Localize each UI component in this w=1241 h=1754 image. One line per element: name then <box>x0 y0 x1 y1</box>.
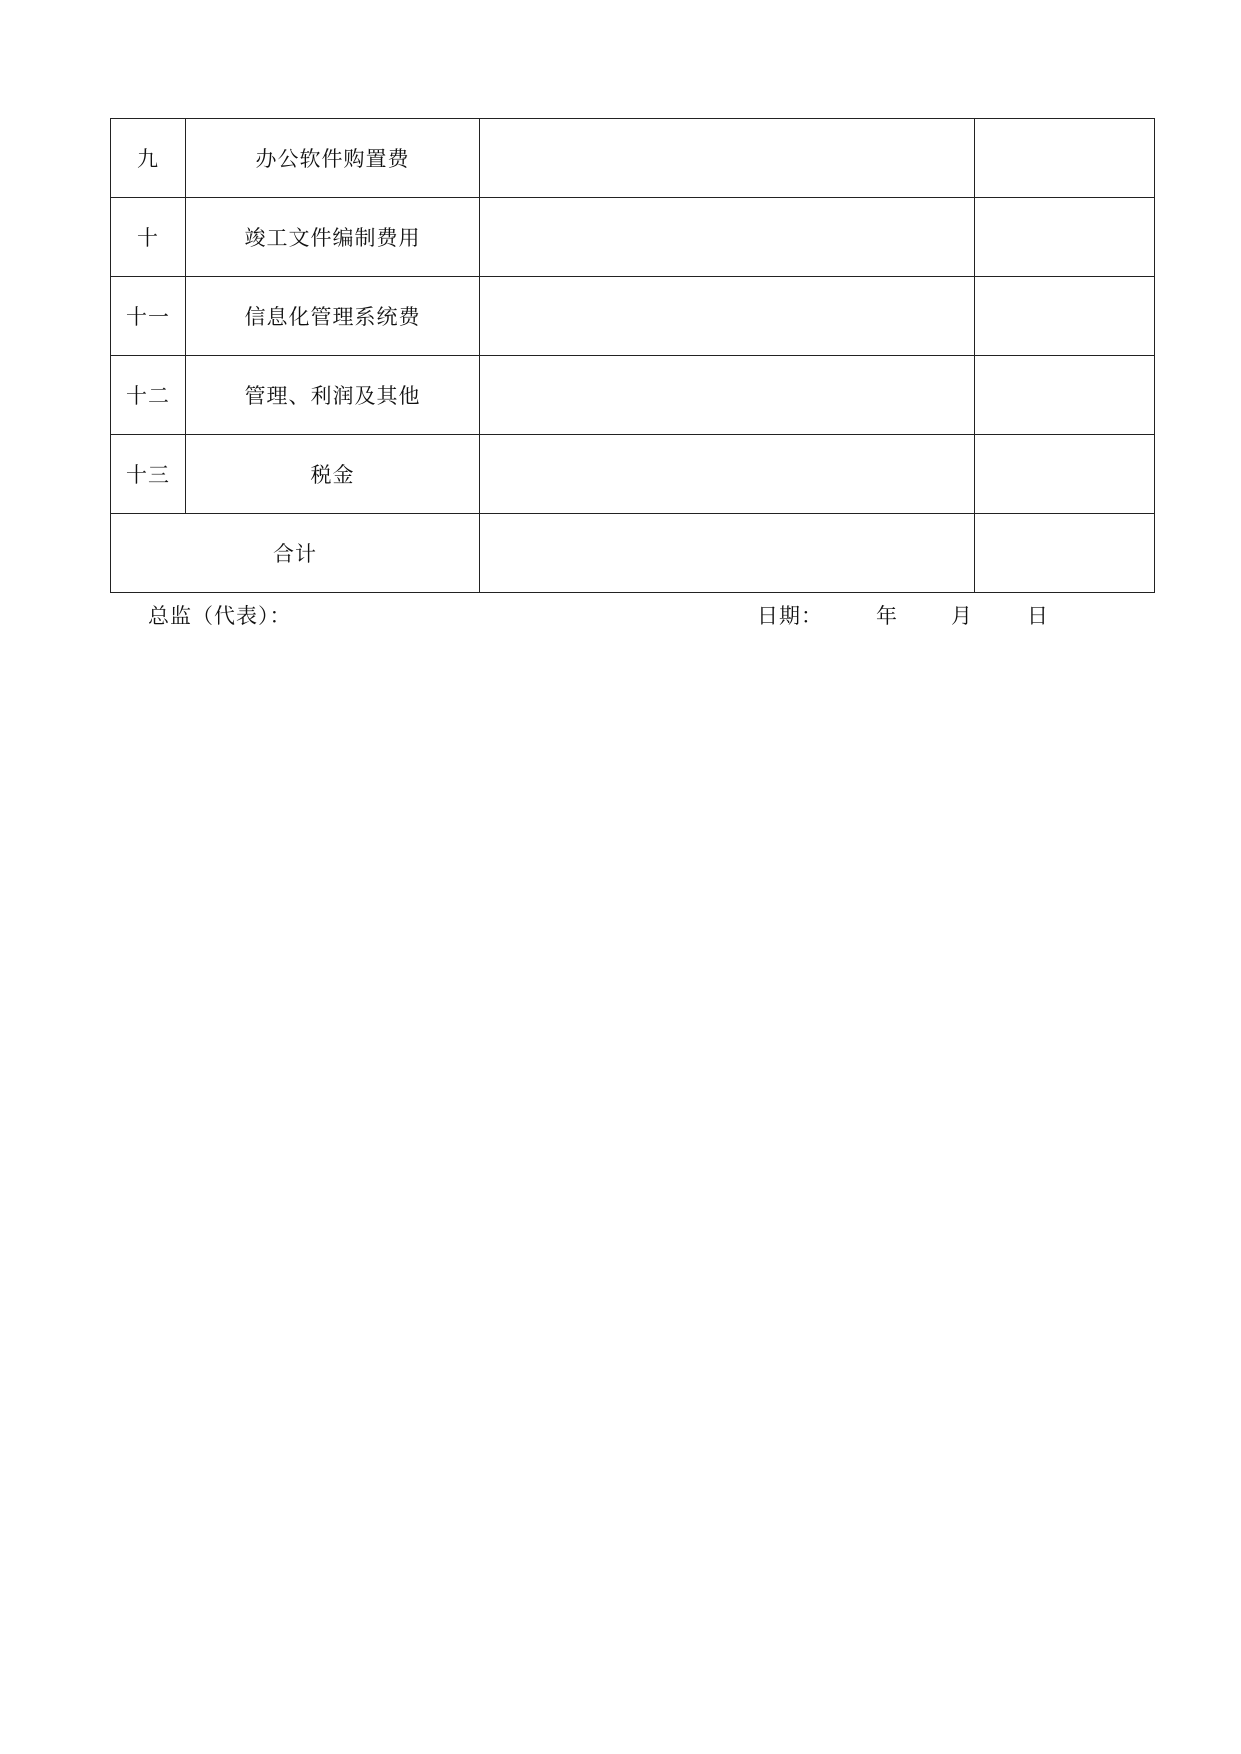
table-row <box>111 198 1155 277</box>
table-row <box>111 119 1155 198</box>
table-row <box>111 356 1155 435</box>
day-label: 日 <box>1027 604 1049 628</box>
row-item: 税金 <box>186 435 480 514</box>
table-row <box>111 277 1155 356</box>
signer-label: 总监（代表）： <box>148 604 292 628</box>
month-label: 月 <box>951 604 973 628</box>
total-amount <box>975 514 1155 593</box>
row-detail <box>480 356 975 435</box>
row-item: 管理、利润及其他 <box>186 356 480 435</box>
cost-table <box>110 118 1155 593</box>
row-detail <box>480 277 975 356</box>
row-amount <box>975 277 1155 356</box>
row-amount <box>975 198 1155 277</box>
row-amount <box>975 119 1155 198</box>
row-number: 九 <box>111 119 186 198</box>
row-number: 十二 <box>111 356 186 435</box>
year-label: 年 <box>876 604 898 628</box>
row-detail <box>480 198 975 277</box>
row-amount <box>975 356 1155 435</box>
row-detail <box>480 119 975 198</box>
date-label: 日期： <box>757 604 823 628</box>
row-detail <box>480 435 975 514</box>
row-item: 办公软件购置费 <box>186 119 480 198</box>
row-number: 十 <box>111 198 186 277</box>
signature-line <box>0 600 1241 632</box>
table-row <box>111 435 1155 514</box>
row-item: 竣工文件编制费用 <box>186 198 480 277</box>
total-label: 合计 <box>111 514 480 593</box>
row-amount <box>975 435 1155 514</box>
total-detail <box>480 514 975 593</box>
row-number: 十三 <box>111 435 186 514</box>
row-number: 十一 <box>111 277 186 356</box>
row-item: 信息化管理系统费 <box>186 277 480 356</box>
total-row <box>111 514 1155 593</box>
